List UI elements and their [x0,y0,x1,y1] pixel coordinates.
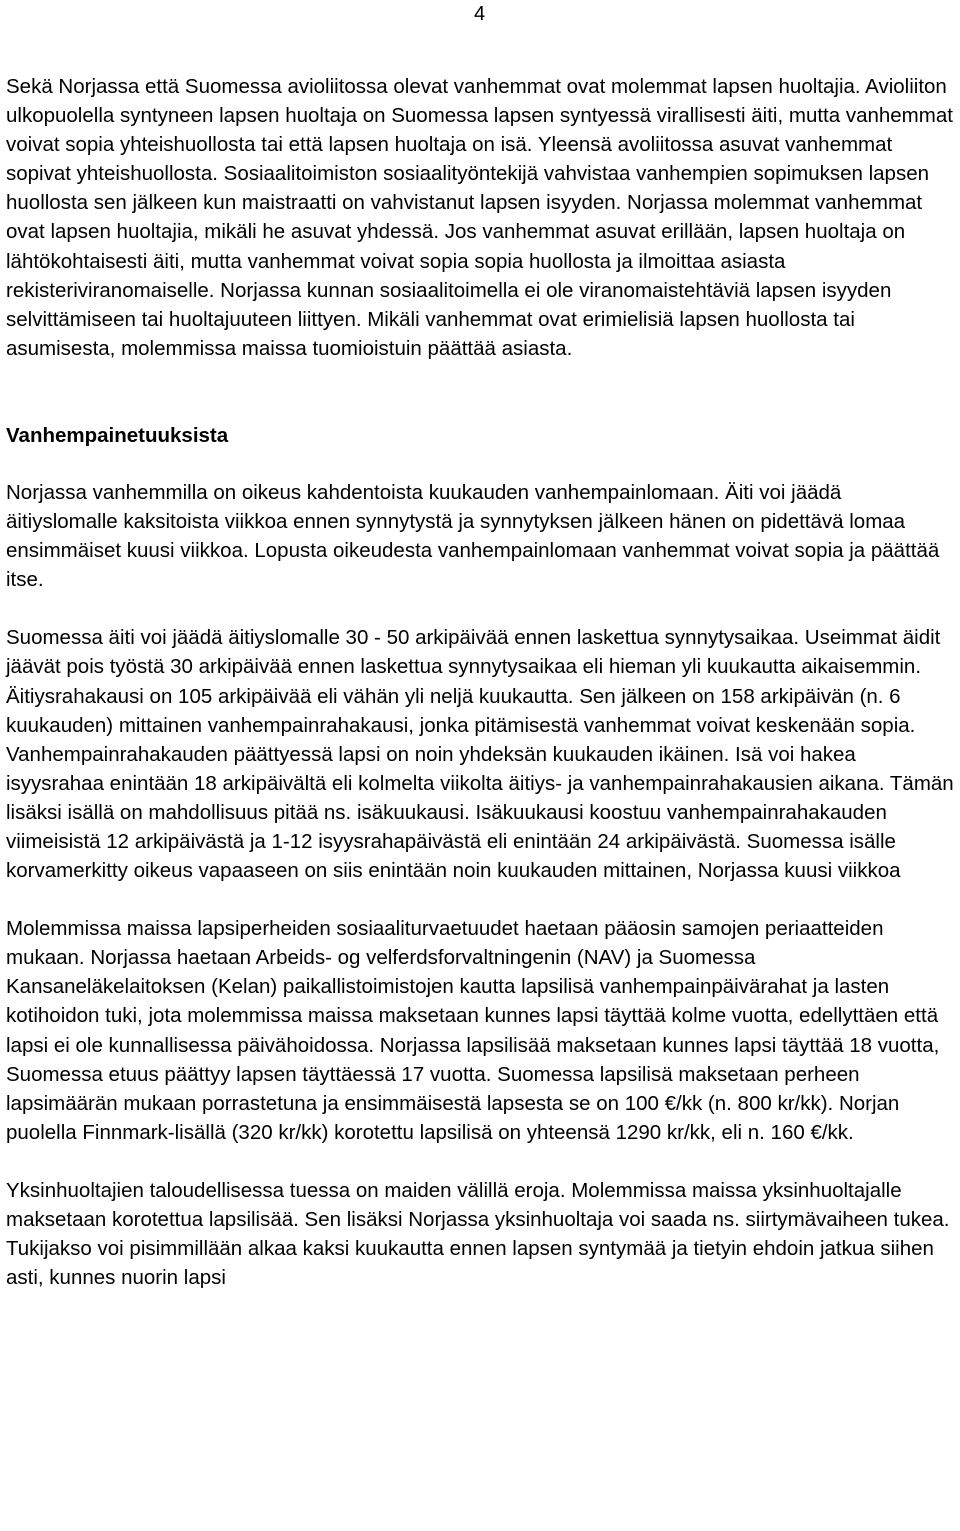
spacer [6,450,958,478]
paragraph-norway-parental-leave: Norjassa vanhemmilla on oikeus kahdentoista kuukauden vanhempainlomaan. Äiti voi jäädä äitiyslomalle kaksitoista viikkoa ennen synnytystä ja synnytyksen jälkeen hänen on pidettävä lomaa ensimmäiset kuusi viikkoa. Lopusta oikeudesta vanhempainlomaan vanhemmat voivat sopia ja päättää itse. [6,480,940,592]
paragraph-family-benefits: Molemmissa maissa lapsiperheiden sosiaaliturvaetuudet haetaan pääosin samojen periaatteiden mukaan. Norjassa haetaan Arbeids- og velferdsforvaltningenin (NAV) ja Suomessa Kansaneläkelaitoksen (Kelan) paikallistoimistojen kautta lapsilisä vanhempainpäivärahat ja lasten kotihoidon tuki, jota molemmissa maissa maksetaan kunnes lapsi täyttää kolme vuotta, edellyttäen että lapsi ei ole kunnallisessa päivähoidossa. Norjassa lapsilisää maksetaan kunnes lapsi täyttää 18 vuotta, Suomessa etuus päättyy lapsen täyttäessä 17 vuotta. Suomessa lapsilisä maksetaan perheen lapsimäärän mukaan porrastetuna ja ensimmäisestä lapsesta se on 100 €/kk (n. 800 kr/kk). Norjan puolella Finnmark-lisällä (320 kr/kk) korotettu lapsilisä on yhteensä 1290 kr/kk, eli n. 160 €/kk. [6,917,940,1144]
spacer [6,594,958,623]
page-number: 4 [474,3,486,25]
paragraph-parental-allowance: Äitiysrahakausi on 105 arkipäivää eli vähän yli neljä kuukautta. Sen jälkeen on 158 arkipäivän (n. 6 kuukauden) mittainen vanhempainrahakausi, jonka pitämisestä vanhemmat voivat keskenään sopia. Vanhempainrahakauden päättyessä lapsi on noin yhdeksän kuukauden ikäinen. Isä voi hakea isyysrahaa enintään 18 arkipäivältä eli kolmelta viikolta äitiys- ja vanhempainrahakausien aikana. Tämän lisäksi isällä on mahdollisuus pitää ns. isäkuukausi. Isäkuukausi koostuu vanhempainrahakauden viimeisistä 12 arkipäivästä ja 1-12 isyysrahapäivästä eli enintään 24 arkipäivästä. Suomessa isälle korvamerkitty oikeus vapaaseen on siis enintään noin kuukauden mittainen, Norjassa kuusi viikkoa [6,684,954,883]
document-body [6,72,958,1292]
spacer [6,885,958,914]
section-heading: Vanhempainetuuksista [6,423,229,447]
paragraph-custody: Sekä Norjassa että Suomessa avioliitossa olevat vanhemmat ovat molemmat lapsen huoltajia. Avioliiton ulkopuolella syntyneen lapsen huoltaja on Suomessa lapsen syntyessä virallisesti äiti, mutta vanhemmat voivat sopia yhteishuollosta tai että lapsen huoltaja on isä. Yleensä avoliitossa asuvat vanhemmat sopivat yhteishuollosta. Sosiaalitoimiston sosiaalityöntekijä vahvistaa vanhempien sopimuksen lapsen huollosta sen jälkeen kun maistraatti on vahvistanut lapsen isyyden. Norjassa molemmat vanhemmat ovat lapsen huoltajia, mikäli he asuvat yhdessä. Jos vanhemmat asuvat erillään, lapsen huoltaja on lähtökohtaisesti äiti, mutta vanhemmat voivat sopia sopia huollosta ja ilmoittaa asiasta rekisteriviranomaiselle. Norjassa kunnan sosiaalitoimella ei ole viranomaistehtäviä lapsen isyyden selvittämiseen tai huoltajuuteen liittyen. Mikäli vanhemmat ovat erimielisiä lapsen huollosta tai asumisesta, molemmissa maissa tuomioistuin päättää asiasta. [6,75,953,360]
paragraph-finland-maternity-leave: Suomessa äiti voi jäädä äitiyslomalle 30 - 50 arkipäivää ennen laskettua synnytysaikaa. Useimmat äidit jäävät pois työstä 30 arkipäivää ennen laskettua synnytysaikaa eli hieman yli kuukautta aikaisemmin. [6,626,941,679]
paragraph-single-parents: Yksinhuoltajien taloudellisessa tuessa on maiden välillä eroja. Molemmissa maissa yksinhuoltajalle maksetaan korotettua lapsilisää. Sen lisäksi Norjassa yksinhuoltaja voi saada ns. siirtymävaiheen tukea. Tukijakso voi pisimmillään alkaa kaksi kuukautta ennen lapsen syntymää ja tietyin ehdoin jatkua siihen asti, kunnes nuorin lapsi [6,1178,950,1290]
spacer [6,1147,958,1176]
spacer [6,363,958,421]
